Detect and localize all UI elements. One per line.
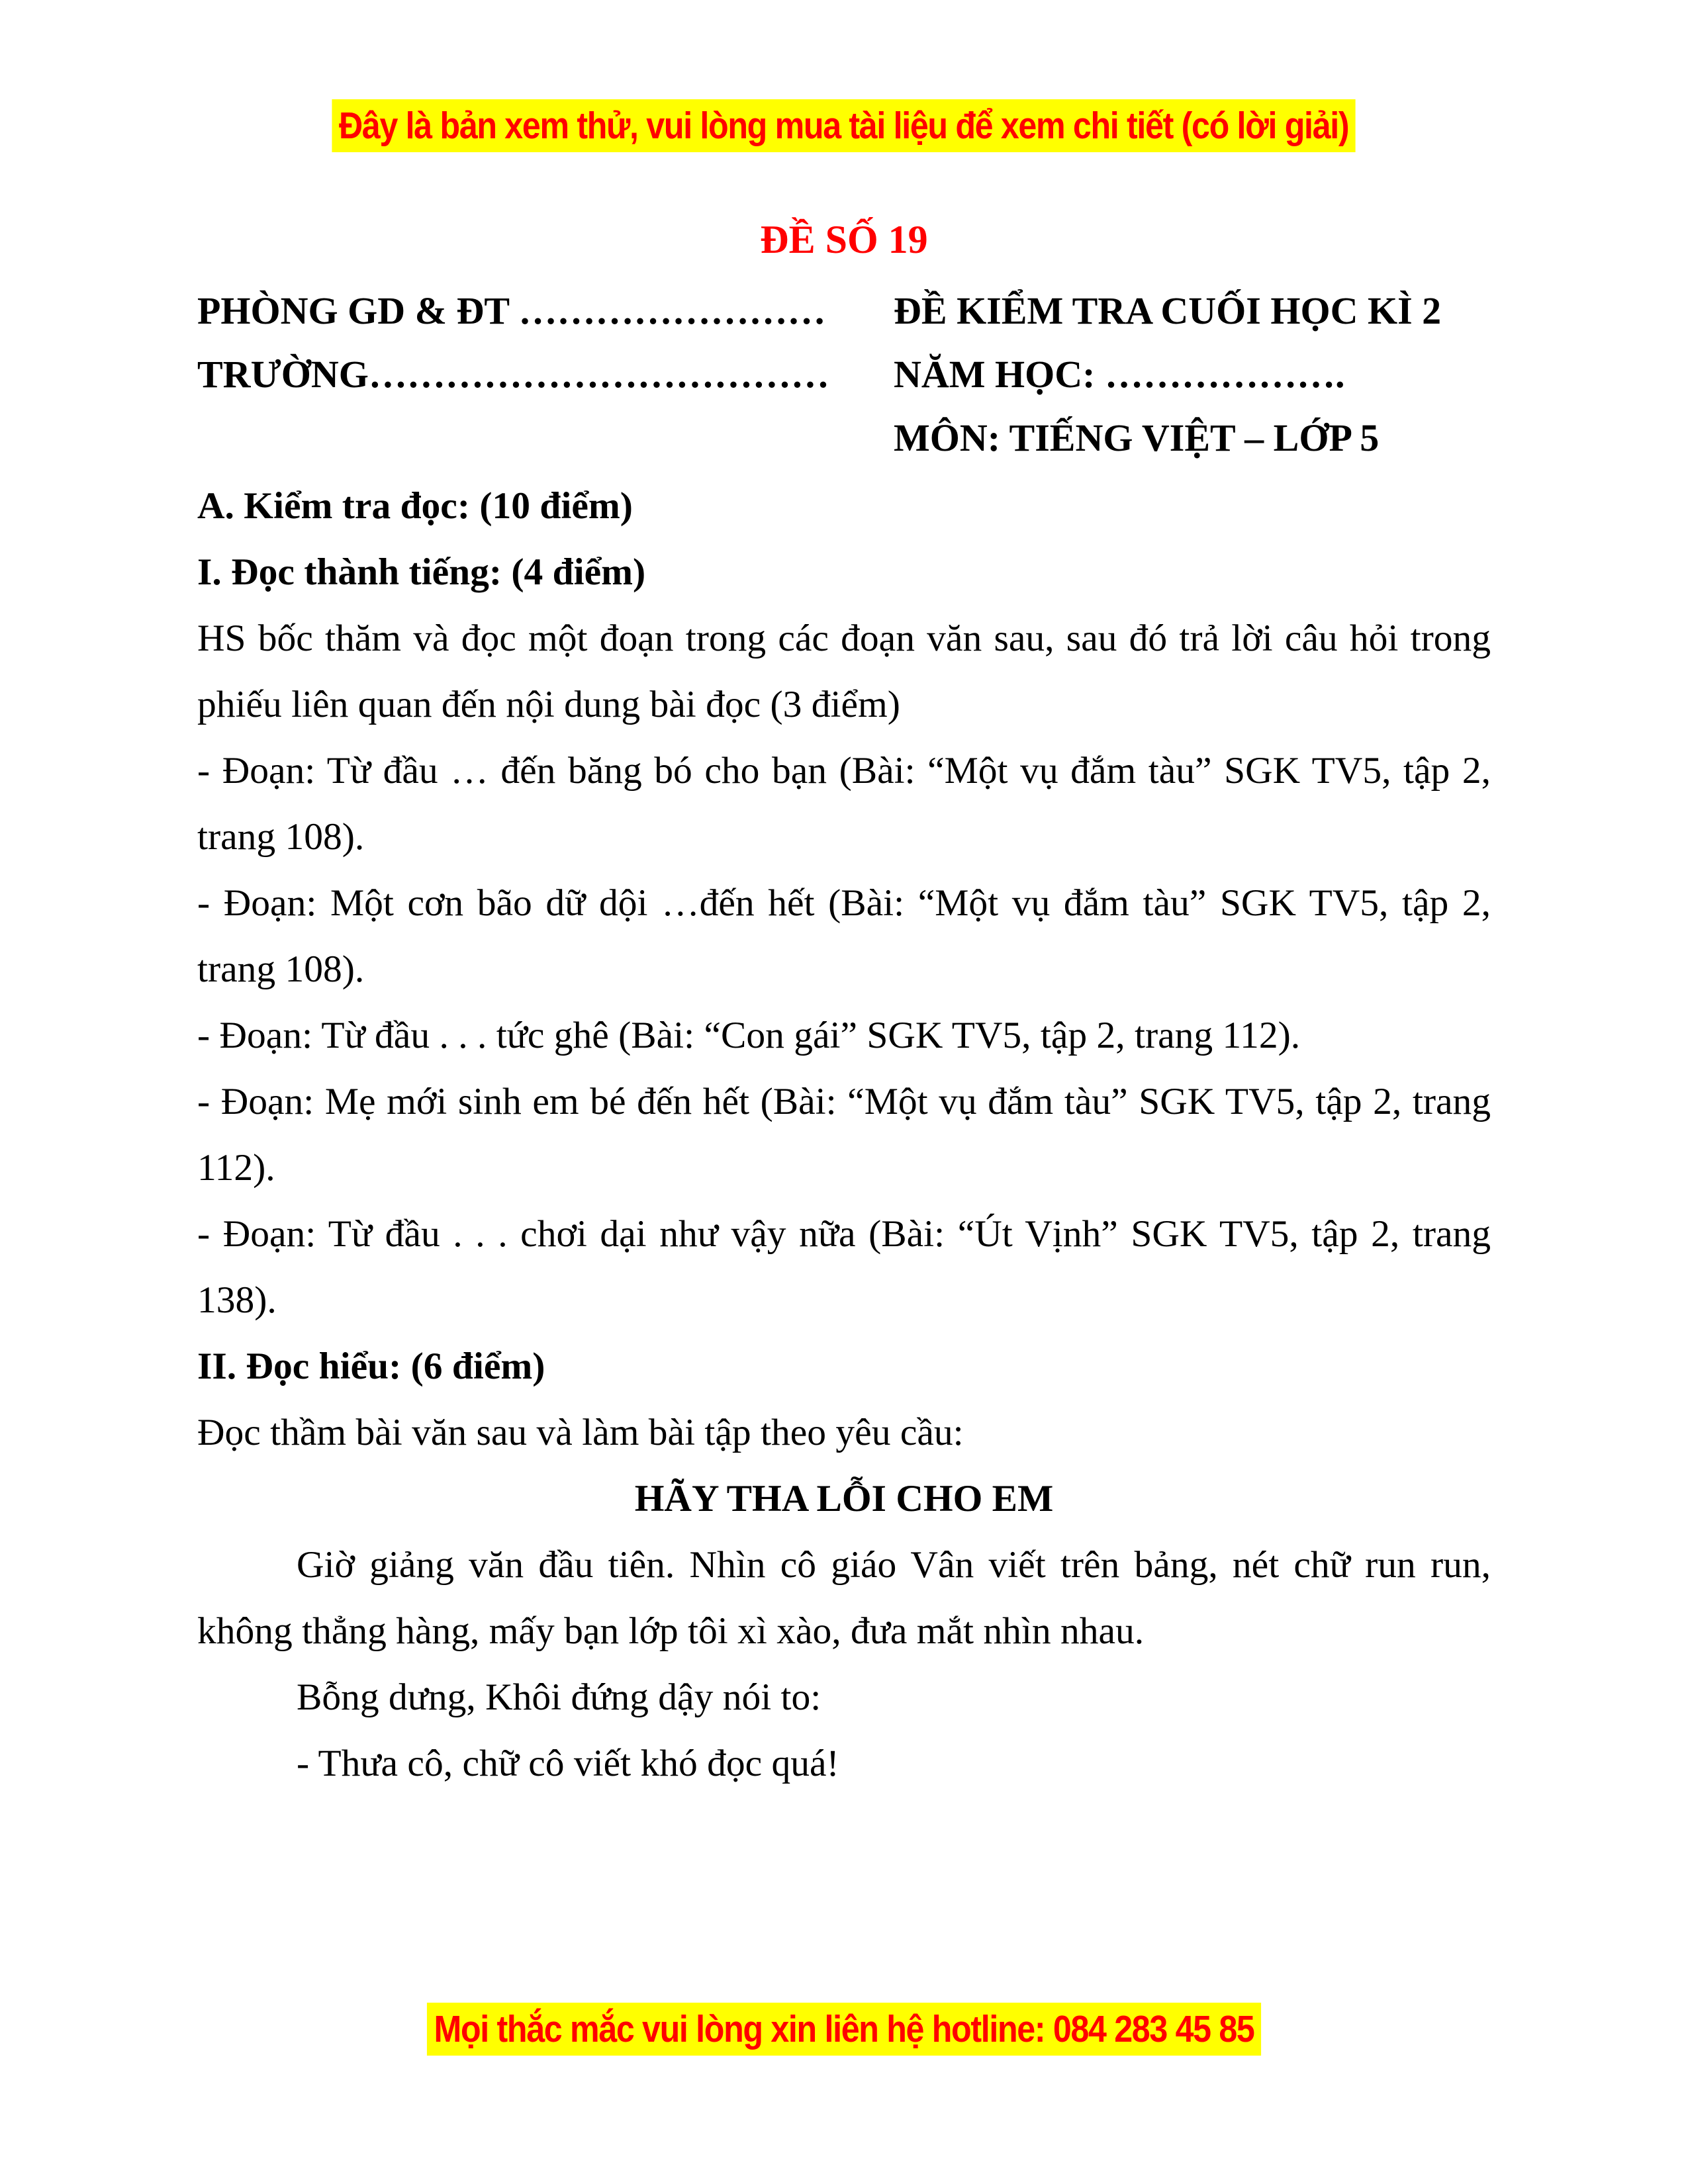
passage-item-2: - Đoạn: Một cơn bão dữ dội …đến hết (Bài: “Một vụ đắm tàu” SGK TV5, tập 2, trang 108). xyxy=(197,882,1491,990)
exam-body xyxy=(197,473,1491,1797)
exam-header xyxy=(197,279,1491,470)
story-paragraph-2: Bỗng dưng, Khôi đứng dậy nói to: xyxy=(297,1676,821,1718)
passage-item-1: - Đoạn: Từ đầu … đến băng bó cho bạn (Bài: “Một vụ đắm tàu” SGK TV5, tập 2, trang 108). xyxy=(197,750,1491,858)
passage-item-5: - Đoạn: Từ đầu . . . chơi dại như vậy nữa (Bài: “Út Vịnh” SGK TV5, tập 2, trang 138). xyxy=(197,1213,1491,1321)
exam-header-right-column xyxy=(894,279,1491,470)
reading-instructions: HS bốc thăm và đọc một đoạn trong các đoạn văn sau, sau đó trả lời câu hỏi trong phiếu liên quan đến nội dung bài đọc (3 điểm) xyxy=(197,617,1491,725)
preview-notice-banner xyxy=(0,99,1688,152)
section-ii-heading: II. Đọc hiểu: (6 điểm) xyxy=(197,1345,545,1387)
exam-header-left-column xyxy=(197,279,894,470)
preview-notice-text: Đây là bản xem thử, vui lòng mua tài liệu để xem chi tiết (có lời giải) xyxy=(332,99,1356,152)
story-paragraph-3: - Thưa cô, chữ cô viết khó đọc quá! xyxy=(297,1743,839,1784)
passage-item-4: - Đoạn: Mẹ mới sinh em bé đến hết (Bài: “Một vụ đắm tàu” SGK TV5, tập 2, trang 112). xyxy=(197,1081,1491,1189)
passage-item-3: - Đoạn: Từ đầu . . . tức ghê (Bài: “Con gái” SGK TV5, tập 2, trang 112). xyxy=(197,1015,1301,1056)
exam-number-title: ĐỀ SỐ 19 xyxy=(760,218,928,261)
comprehension-intro: Đọc thầm bài văn sau và làm bài tập theo yêu cầu: xyxy=(197,1412,964,1453)
hotline-text: Mọi thắc mắc vui lòng xin liên hệ hotline: 084 283 45 85 xyxy=(427,2003,1261,2056)
subject-grade-line: MÔN: TIẾNG VIỆT – LỚP 5 xyxy=(894,416,1380,459)
hotline-banner xyxy=(0,2003,1688,2056)
school-line: TRƯỜNG……………………………… xyxy=(197,353,829,396)
story-paragraph-1: Giờ giảng văn đầu tiên. Nhìn cô giáo Vân viết trên bảng, nét chữ run run, không thẳng hàng, mấy bạn lớp tôi xì xào, đưa mắt nhìn nhau. xyxy=(197,1544,1491,1652)
story-title: HÃY THA LỖI CHO EM xyxy=(634,1478,1054,1520)
exam-name-line: ĐỀ KIỂM TRA CUỐI HỌC KÌ 2 xyxy=(894,289,1442,332)
section-a-heading: A. Kiểm tra đọc: (10 điểm) xyxy=(197,485,633,527)
school-year-line: NĂM HỌC: ………………. xyxy=(894,353,1345,396)
section-i-heading: I. Đọc thành tiếng: (4 điểm) xyxy=(197,551,646,593)
department-line: PHÒNG GD & ĐT …………………… xyxy=(197,289,826,332)
